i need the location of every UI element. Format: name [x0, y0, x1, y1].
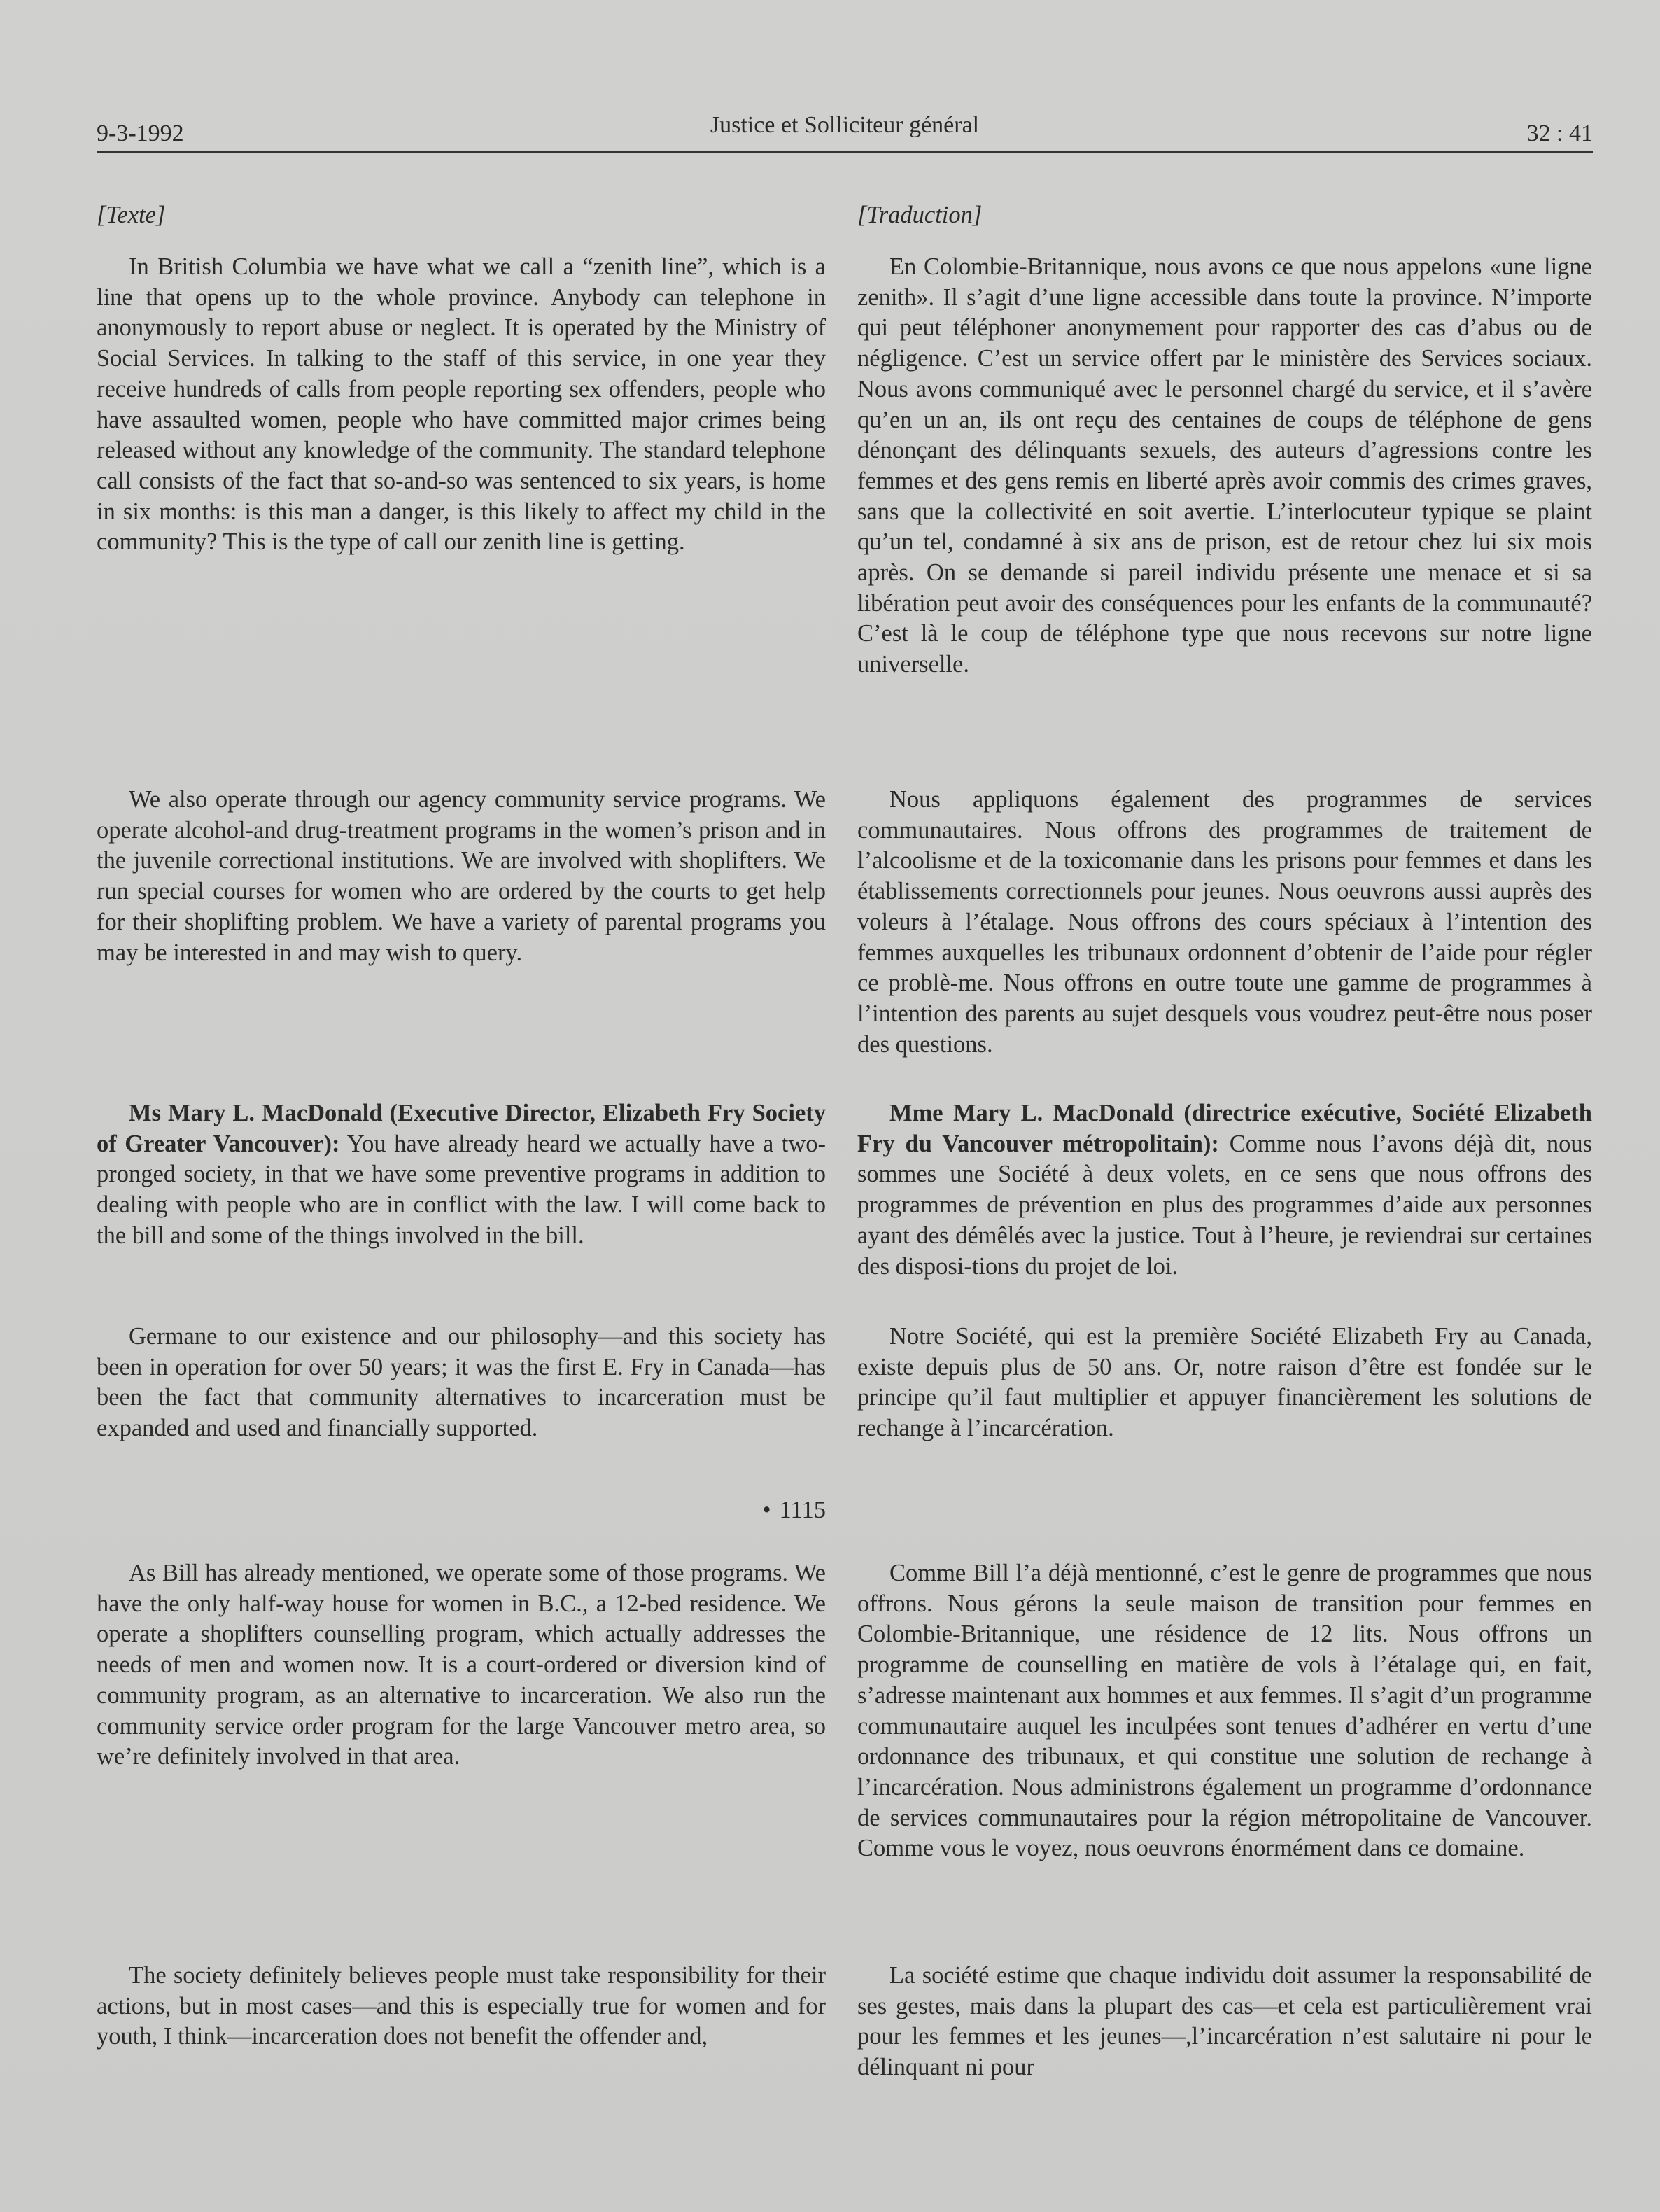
header-title: Justice et Solliciteur général	[710, 112, 980, 138]
paragraph-responsabilite: La société estime que chaque individu doit assumer la responsabilité de ses gestes, mais dans la plupart des cas—et cela est particulièrement vrai pour les femmes et les jeunes—,l’incarcération n’est salutaire ni pour le délinquant ni pour	[857, 1962, 1592, 2081]
paragraph-ligne-zenith: En Colombie-Britannique, nous avons ce que nous appelons «une ligne zenith». Il s’agit d’une ligne accessible dans toute la province. N’importe qui peut téléphoner anonymement pour rapporter des cas d’abus ou de négligence. C’est un service offert par le ministère des Services sociaux. Nous avons communiqué avec le personnel chargé du service, et il s’avère qu’en un an, ils ont reçu des centaines de coups de téléphone de gens dénonçant des délinquants sexuels, des auteurs d’agressions contre les femmes et des gens remis en liberté après avoir commis des crimes graves, sans que la collectivité en soit avertie. L’interlocuteur typique se plaint qu’un tel, condamné à six ans de prison, est de retour chez lui six mois après. On se demande si pareil individu présente une menace et si sa libération peut avoir des conséquences pour les enfants de la communauté? C’est là le coup de téléphone type que nous recevons sur notre ligne universelle.	[857, 253, 1592, 678]
paragraph-philosophie: Notre Société, qui est la première Société Elizabeth Fry au Canada, existe depuis plus de 50 ans. Or, notre raison d’être est fondée sur le principe qu’il faut multiplier et appuyer financièrement les solutions de rechange à l’incarcération.	[857, 1323, 1592, 1442]
header-page-number: 32 : 41	[1526, 120, 1593, 146]
speaker-text: Comme nous l’avons déjà dit, nous sommes une Société à deux volets, en ce sens que nous offrons des programmes de prévention en plus des programmes d’aide aux personnes ayant des démêlés avec la justice. Tout à l’heure, je reviendrai sur certaines des disposi-tions du projet de loi.	[857, 1130, 1593, 1280]
label-text: Traduction	[866, 202, 973, 228]
time-marker	[97, 1495, 826, 1526]
speaker-name: Mme Mary L. MacDonald (directrice exécutive, Société Elizabeth Fry du Vancouver métropolitain):	[857, 1100, 1592, 1157]
speaker-name: Ms Mary L. MacDonald (Executive Director, Elizabeth Fry Society of Greater Vancouver):	[97, 1100, 826, 1157]
column-label: [Traduction]	[857, 202, 983, 228]
paragraph-macdonald-intro	[97, 1098, 826, 1252]
column-label: [Texte]	[97, 202, 166, 228]
time-marker-value: 1115	[779, 1497, 826, 1523]
paragraph-responsibility: The society definitely believes people must take responsibility for their actions, but in most cases—and this is especially true for women and for youth, I think—incarceration does not benefit the offender and,	[97, 1962, 826, 2050]
paragraph-maison-transition: Comme Bill l’a déjà mentionné, c’est le genre de programmes que nous offrons. Nous gérons la seule maison de transition pour femmes en Colombie-Britannique, une résidence de 12 lits. Nous offrons un programme de counselling en matière de vols à l’étalage qui, en fait, s’adresse maintenant aux hommes et aux femmes. Il s’agit d’un programme communautaire auquel les inculpées sont tenues d’adhérer en vertu d’une ordonnance des tribunaux, et qui constitue une solution de rechange à l’incarcération. Nous administrons également un programme d’ordonnance de services communautaires pour la région métropolitaine de Vancouver. Comme vous le voyez, nous oeuvrons énormément dans ce domaine.	[857, 1560, 1592, 1862]
header-date: 9-3-1992	[97, 120, 184, 146]
label-text: Texte	[106, 202, 156, 228]
paragraph-macdonald-intro-fr	[857, 1098, 1592, 1282]
paragraph-zenith-line: In British Columbia we have what we call a “zenith line”, which is a line that opens up to the whole province. Anybody can telephone in anonymously to report abuse or neglect. It is operated by the Ministry of Social Services. In talking to the staff of this service, in one year they receive hundreds of calls from people reporting sex offenders, people who have assaulted women, people who have committed major crimes being released without any knowledge of the community. The standard telephone call consists of the fact that so-and-so was sentenced to six years, is home in six months: is this man a danger, is this likely to affect my child in the community? This is the type of call our zenith line is getting.	[97, 253, 826, 556]
paragraph-community-programs: We also operate through our agency community service programs. We operate alcohol-and drug-treatment programs in the women’s prison and in the juvenile correctional institutions. We are involved with shoplifters. We run special courses for women who are ordered by the courts to get help for their shoplifting problem. We have a variety of parental programs you may be interested in and may wish to query.	[97, 786, 826, 966]
paragraph-philosophy: Germane to our existence and our philosophy—and this society has been in operation for over 50 years; it was the first E. Fry in Canada—has been the fact that community alternatives to incarceration must be expanded and used and financially supported.	[97, 1323, 826, 1442]
bullet-icon: •	[762, 1497, 771, 1523]
paragraph-half-way-house: As Bill has already mentioned, we operate some of those programs. We have the only half-way house for women in B.C., a 12-bed residence. We operate a shoplifters counselling program, which actually addresses the needs of men and women now. It is a court-ordered or diversion kind of community program, as an alternative to incarceration. We also run the community service order program for the large Vancouver metro area, so we’re definitely involved in that area.	[97, 1560, 826, 1770]
paragraph-services-communautaires: Nous appliquons également des programmes de services communautaires. Nous offrons des programmes de traitement de l’alcoolisme et de la toxicomanie dans les prisons pour femmes et dans les établissements correctionnels pour jeunes. Nous oeuvrons aussi auprès des voleurs à l’étalage. Nous offrons des cours spéciaux à l’intention des femmes auxquelles les tribunaux ordonnent d’obtenir de l’aide pour régler ce problè-me. Nous offrons en outre toute une gamme de programmes à l’intention des parents au sujet desquels vous voudrez peut-être nous poser des questions.	[857, 786, 1592, 1058]
speaker-text: You have already heard we actually have a two-pronged society, in that we have some preventive programs in addition to dealing with people who are in conflict with the law. I will come back to the bill and some of the things involved in the bill.	[97, 1130, 826, 1249]
header-rule	[97, 151, 1593, 153]
page-header	[97, 111, 1593, 153]
